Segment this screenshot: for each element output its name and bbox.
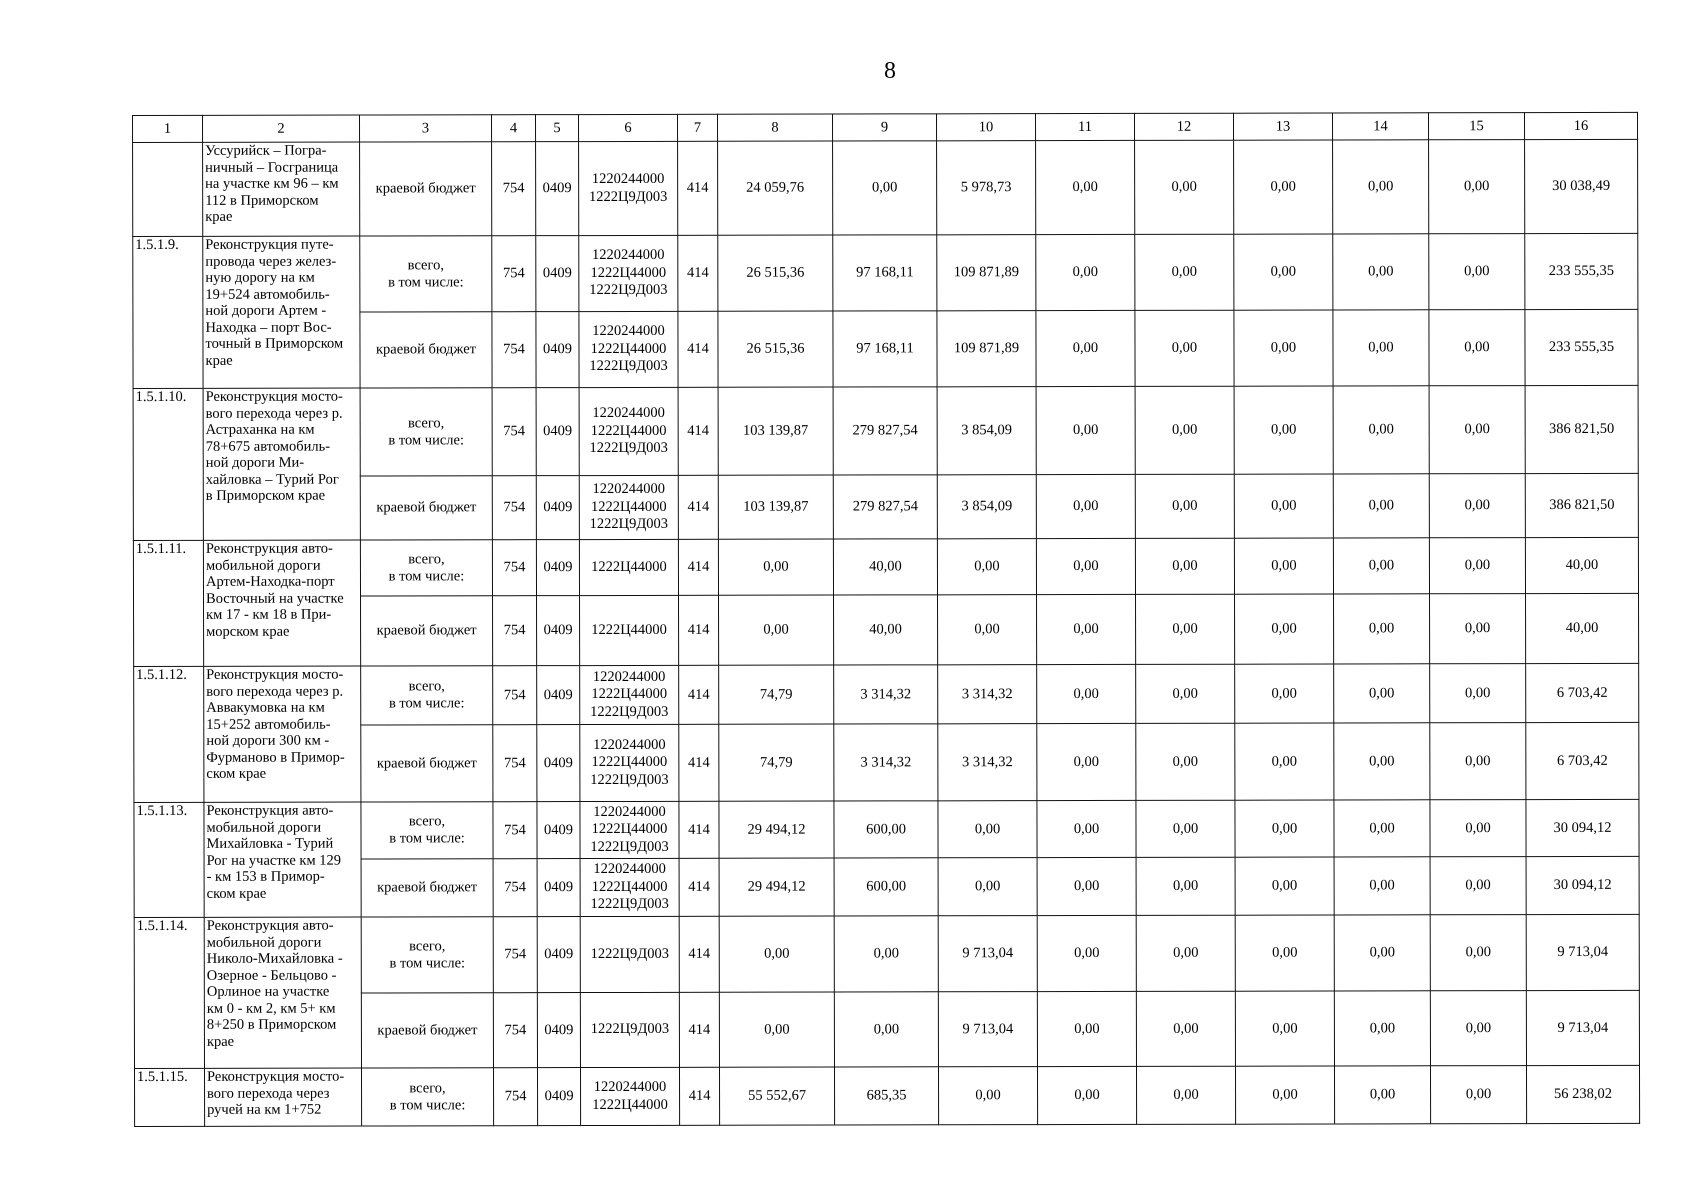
year-value: 97 168,11 — [833, 235, 937, 311]
column-header: 12 — [1134, 113, 1233, 140]
year-value: 0,00 — [1235, 991, 1334, 1066]
item-number: 1.5.1.11. — [133, 540, 203, 666]
total-value: 30 094,12 — [1526, 799, 1639, 856]
year-value: 0,00 — [1235, 857, 1334, 915]
year-value: 0,00 — [833, 141, 937, 235]
expense-type-code: 414 — [679, 916, 719, 992]
grbs-code: 754 — [492, 388, 536, 476]
year-value: 0,00 — [1036, 310, 1135, 386]
year-value: 40,00 — [834, 595, 938, 665]
year-value: 0,00 — [1234, 474, 1333, 538]
year-value: 0,00 — [1136, 991, 1235, 1066]
year-value: 0,00 — [1235, 594, 1334, 664]
funding-source: всего, в том числе: — [360, 388, 492, 476]
section-code: 0409 — [537, 993, 580, 1068]
year-value: 0,00 — [1135, 538, 1234, 594]
grbs-code: 754 — [492, 476, 536, 540]
funding-source: всего, в том числе: — [361, 802, 493, 859]
year-value: 0,00 — [1136, 664, 1235, 723]
year-value: 0,00 — [1334, 723, 1430, 800]
funding-source: краевой бюджет — [360, 476, 492, 540]
total-value: 30 038,49 — [1525, 139, 1638, 233]
year-value: 0,00 — [1136, 915, 1235, 991]
target-article-codes: 1220244000 1222Ц44000 1222Ц9Д003 — [580, 724, 679, 801]
table-row — [134, 914, 1639, 993]
grbs-code: 754 — [493, 1068, 537, 1126]
target-article-codes: 1222Ц44000 — [579, 539, 678, 595]
year-value: 29 494,12 — [719, 858, 834, 916]
grbs-code: 754 — [493, 666, 537, 725]
year-value: 0,00 — [1333, 310, 1429, 386]
year-value: 600,00 — [834, 858, 938, 916]
page-number: 8 — [884, 58, 896, 84]
section-code: 0409 — [536, 236, 579, 312]
year-value: 600,00 — [834, 801, 938, 858]
year-value: 40,00 — [833, 539, 937, 595]
year-value: 103 139,87 — [718, 475, 833, 539]
year-value: 0,00 — [1037, 1066, 1136, 1124]
year-value: 0,00 — [1333, 140, 1429, 234]
item-number: 1.5.1.12. — [134, 666, 204, 802]
year-value: 0,00 — [1036, 140, 1135, 234]
column-header: 11 — [1035, 113, 1134, 140]
year-value: 0,00 — [1333, 234, 1429, 310]
year-value: 0,00 — [1334, 857, 1430, 915]
table-row — [133, 385, 1638, 476]
year-value: 0,00 — [1036, 538, 1135, 594]
total-value: 233 555,35 — [1525, 309, 1638, 385]
year-value: 0,00 — [938, 858, 1037, 916]
expense-type-code: 414 — [679, 724, 719, 801]
table-row — [134, 799, 1639, 859]
target-article-codes: 1220244000 1222Ц44000 1222Ц9Д003 — [579, 475, 678, 539]
year-value: 0,00 — [1430, 723, 1526, 800]
total-value: 233 555,35 — [1525, 233, 1638, 309]
funding-source: краевой бюджет — [361, 859, 493, 917]
year-value: 0,00 — [1430, 857, 1526, 915]
year-value: 24 059,76 — [718, 141, 833, 235]
column-header: 3 — [360, 115, 492, 142]
year-value: 103 139,87 — [718, 387, 833, 475]
expense-type-code: 414 — [678, 311, 718, 387]
total-value: 386 821,50 — [1525, 473, 1638, 537]
year-value: 109 871,89 — [937, 311, 1036, 387]
year-value: 0,00 — [834, 992, 938, 1067]
column-header: 7 — [677, 114, 717, 141]
year-value: 0,00 — [1234, 234, 1333, 310]
expense-type-code: 414 — [679, 992, 719, 1067]
year-value: 279 827,54 — [833, 387, 937, 475]
year-value: 0,00 — [719, 916, 834, 992]
target-article-codes: 1220244000 1222Ц44000 — [580, 1067, 679, 1125]
year-value: 74,79 — [719, 724, 834, 801]
year-value: 0,00 — [834, 916, 938, 992]
funding-source: всего, в том числе: — [361, 1068, 493, 1126]
funding-source: краевой бюджет — [361, 993, 493, 1068]
year-value: 0,00 — [1037, 800, 1136, 857]
grbs-code: 754 — [493, 993, 537, 1068]
target-article-codes: 1222Ц9Д003 — [580, 916, 679, 992]
table-row — [133, 139, 1638, 236]
year-value: 3 314,32 — [938, 724, 1037, 801]
target-article-codes: 1222Ц9Д003 — [580, 992, 679, 1067]
year-value: 97 168,11 — [833, 311, 937, 387]
column-header: 8 — [717, 114, 832, 141]
year-value: 0,00 — [1429, 386, 1525, 474]
budget-table — [132, 112, 1640, 1127]
total-value: 30 094,12 — [1526, 856, 1639, 914]
year-value: 0,00 — [938, 595, 1037, 665]
year-value: 0,00 — [719, 992, 834, 1067]
target-article-codes: 1220244000 1222Ц9Д003 — [579, 141, 678, 235]
year-value: 9 713,04 — [938, 916, 1037, 992]
year-value: 26 515,36 — [718, 311, 833, 387]
column-header: 10 — [936, 114, 1035, 141]
year-value: 0,00 — [1037, 594, 1136, 664]
grbs-code: 754 — [492, 236, 536, 312]
funding-source: всего, в том числе: — [361, 917, 493, 993]
year-value: 279 827,54 — [833, 475, 937, 539]
expense-type-code: 414 — [679, 595, 719, 665]
total-value: 56 238,02 — [1526, 1065, 1639, 1123]
year-value: 0,00 — [1235, 915, 1334, 991]
year-value: 0,00 — [1234, 538, 1333, 594]
expense-type-code: 414 — [678, 539, 718, 595]
year-value: 0,00 — [1333, 474, 1429, 538]
year-value: 0,00 — [1334, 1066, 1430, 1124]
item-name: Реконструкция мосто- вого перехода через ручей на км 1+752 — [204, 1068, 361, 1126]
year-value: 0,00 — [938, 801, 1037, 858]
year-value: 0,00 — [719, 595, 834, 665]
item-name: Реконструкция авто- мобильной дороги Михайловка - Турий Рог на участке км 129 - км 153 в Примор- ском крае — [204, 802, 361, 917]
item-name: Реконструкция мосто- вого перехода через р. Аввакумовка на км 15+252 автомобиль- ной дороги 300 км - Фурманово в Примор- ском крае — [204, 666, 361, 802]
target-article-codes: 1220244000 1222Ц44000 1222Ц9Д003 — [580, 665, 679, 724]
column-header: 14 — [1332, 113, 1428, 140]
item-name: Реконструкция путе- провода через желез- ную дорогу на км 19+524 автомобиль- ной дороги Артем - Находка – порт Вос- точный в Приморском крае — [203, 236, 360, 388]
year-value: 55 552,67 — [719, 1067, 834, 1125]
column-header: 5 — [536, 115, 579, 142]
year-value: 3 314,32 — [834, 724, 938, 801]
year-value: 0,00 — [1334, 594, 1430, 664]
table-row — [133, 233, 1638, 312]
expense-type-code: 414 — [678, 235, 718, 311]
section-code: 0409 — [537, 917, 580, 993]
year-value: 0,00 — [1037, 991, 1136, 1066]
year-value: 0,00 — [1235, 800, 1334, 857]
table-row — [134, 1065, 1639, 1126]
year-value: 0,00 — [1136, 594, 1235, 664]
grbs-code: 754 — [493, 917, 537, 993]
funding-source: всего, в том числе: — [361, 666, 493, 725]
year-value: 74,79 — [719, 665, 834, 724]
year-value: 0,00 — [1429, 474, 1525, 538]
total-value: 6 703,42 — [1526, 722, 1639, 799]
section-code: 0409 — [537, 725, 580, 802]
expense-type-code: 414 — [678, 387, 718, 475]
item-number: 1.5.1.14. — [134, 917, 204, 1068]
column-header: 13 — [1233, 113, 1332, 140]
year-value: 26 515,36 — [718, 235, 833, 311]
section-code: 0409 — [536, 312, 579, 388]
funding-source: всего, в том числе: — [360, 236, 492, 312]
funding-source: всего, в том числе: — [360, 540, 492, 596]
target-article-codes: 1220244000 1222Ц44000 1222Ц9Д003 — [580, 801, 679, 858]
year-value: 0,00 — [718, 539, 833, 595]
total-value: 6 703,42 — [1526, 663, 1639, 722]
grbs-code: 754 — [492, 540, 536, 596]
target-article-codes: 1222Ц44000 — [580, 595, 679, 665]
funding-source: краевой бюджет — [361, 596, 493, 666]
year-value: 0,00 — [1234, 310, 1333, 386]
year-value: 0,00 — [1429, 310, 1525, 386]
total-value: 40,00 — [1525, 537, 1638, 593]
section-code: 0409 — [536, 476, 579, 540]
table-row — [134, 663, 1639, 725]
year-value: 29 494,12 — [719, 801, 834, 858]
year-value: 0,00 — [1429, 234, 1525, 310]
year-value: 0,00 — [1136, 857, 1235, 915]
expense-type-code: 414 — [679, 801, 719, 858]
expense-type-code: 414 — [679, 858, 719, 916]
table-row — [133, 537, 1638, 596]
year-value: 0,00 — [1036, 474, 1135, 538]
year-value: 0,00 — [1136, 1066, 1235, 1124]
item-name: Реконструкция мосто- вого перехода через р. Астраханка на км 78+675 автомобиль- ной дороги Ми- хайловка – Турий Рог в Приморском крае — [203, 388, 360, 540]
year-value: 3 854,09 — [937, 475, 1036, 539]
year-value: 0,00 — [1429, 538, 1525, 594]
year-value: 0,00 — [1430, 594, 1526, 664]
funding-source: краевой бюджет — [360, 142, 492, 236]
grbs-code: 754 — [492, 142, 536, 236]
expense-type-code: 414 — [679, 1067, 719, 1125]
item-name: Реконструкция авто- мобильной дороги Артем-Находка-порт Восточный на участке км 17 - км 18 в При- морском крае — [203, 540, 360, 666]
year-value: 0,00 — [1036, 234, 1135, 310]
year-value: 0,00 — [1136, 800, 1235, 857]
year-value: 0,00 — [1135, 234, 1234, 310]
funding-source: краевой бюджет — [361, 725, 493, 802]
year-value: 0,00 — [1334, 915, 1430, 991]
funding-source: краевой бюджет — [360, 312, 492, 388]
target-article-codes: 1220244000 1222Ц44000 1222Ц9Д003 — [579, 235, 678, 311]
year-value: 9 713,04 — [938, 992, 1037, 1067]
year-value: 0,00 — [1333, 386, 1429, 474]
expense-type-code: 414 — [678, 141, 718, 235]
target-article-codes: 1220244000 1222Ц44000 1222Ц9Д003 — [579, 311, 678, 387]
year-value: 0,00 — [1334, 991, 1430, 1066]
year-value: 0,00 — [1235, 664, 1334, 723]
year-value: 0,00 — [1037, 723, 1136, 800]
year-value: 3 314,32 — [834, 665, 938, 724]
grbs-code: 754 — [493, 596, 537, 666]
grbs-code: 754 — [492, 312, 536, 388]
year-value: 0,00 — [1036, 386, 1135, 474]
target-article-codes: 1220244000 1222Ц44000 1222Ц9Д003 — [580, 858, 679, 916]
year-value: 0,00 — [1334, 664, 1430, 723]
year-value: 0,00 — [1136, 723, 1235, 800]
column-header: 6 — [579, 114, 678, 141]
column-header: 4 — [492, 115, 536, 142]
year-value: 0,00 — [1333, 538, 1429, 594]
item-number: 1.5.1.9. — [133, 236, 203, 388]
year-value: 0,00 — [1430, 915, 1526, 991]
year-value: 0,00 — [1429, 140, 1525, 234]
year-value: 0,00 — [1037, 857, 1136, 915]
section-code: 0409 — [536, 142, 579, 236]
year-value: 0,00 — [1430, 1066, 1526, 1124]
item-name: Реконструкция авто- мобильной дороги Николо-Михайловка - Озерное - Бельцово - Орлиное на участке км 0 - км 2, км 5+ км 8+250 в Приморском крае — [204, 917, 361, 1068]
year-value: 0,00 — [938, 1067, 1037, 1125]
year-value: 0,00 — [1430, 991, 1526, 1066]
grbs-code: 754 — [493, 725, 537, 802]
item-number: 1.5.1.15. — [134, 1068, 204, 1126]
total-value: 9 713,04 — [1526, 990, 1639, 1065]
header-row — [133, 112, 1638, 142]
column-header: 2 — [203, 115, 360, 142]
total-value: 40,00 — [1526, 593, 1639, 663]
year-value: 0,00 — [1135, 310, 1234, 386]
expense-type-code: 414 — [679, 665, 719, 724]
year-value: 0,00 — [1037, 915, 1136, 991]
year-value: 685,35 — [834, 1067, 938, 1125]
year-value: 0,00 — [1234, 386, 1333, 474]
year-value: 0,00 — [1234, 140, 1333, 234]
year-value: 0,00 — [1135, 474, 1234, 538]
item-name: Уссурийск – Погра- ничный – Госграница на участке км 96 – км 112 в Приморском крае — [203, 142, 360, 236]
year-value: 109 871,89 — [937, 235, 1036, 311]
section-code: 0409 — [537, 596, 580, 666]
year-value: 0,00 — [1135, 140, 1234, 234]
column-header: 1 — [133, 115, 203, 142]
section-code: 0409 — [537, 859, 580, 917]
year-value: 0,00 — [1135, 386, 1234, 474]
section-code: 0409 — [537, 802, 580, 859]
item-number: 1.5.1.10. — [133, 388, 203, 540]
column-header: 16 — [1524, 112, 1637, 139]
year-value: 0,00 — [1334, 800, 1430, 857]
column-header: 9 — [832, 114, 936, 141]
target-article-codes: 1220244000 1222Ц44000 1222Ц9Д003 — [579, 387, 678, 475]
grbs-code: 754 — [493, 859, 537, 917]
year-value: 0,00 — [1235, 1066, 1334, 1124]
column-header: 15 — [1428, 113, 1524, 140]
section-code: 0409 — [536, 540, 579, 596]
section-code: 0409 — [537, 666, 580, 725]
total-value: 386 821,50 — [1525, 385, 1638, 473]
year-value: 3 854,09 — [937, 387, 1036, 475]
section-code: 0409 — [537, 1068, 580, 1126]
expense-type-code: 414 — [678, 475, 718, 539]
item-number: 1.5.1.13. — [134, 802, 204, 917]
year-value: 0,00 — [937, 539, 1036, 595]
year-value: 0,00 — [1430, 664, 1526, 723]
item-number — [133, 142, 203, 236]
total-value: 9 713,04 — [1526, 914, 1639, 990]
year-value: 0,00 — [1037, 664, 1136, 723]
grbs-code: 754 — [493, 802, 537, 859]
year-value: 0,00 — [1430, 800, 1526, 857]
year-value: 5 978,73 — [937, 141, 1036, 235]
year-value: 0,00 — [1235, 723, 1334, 800]
section-code: 0409 — [536, 388, 579, 476]
year-value: 3 314,32 — [938, 665, 1037, 724]
